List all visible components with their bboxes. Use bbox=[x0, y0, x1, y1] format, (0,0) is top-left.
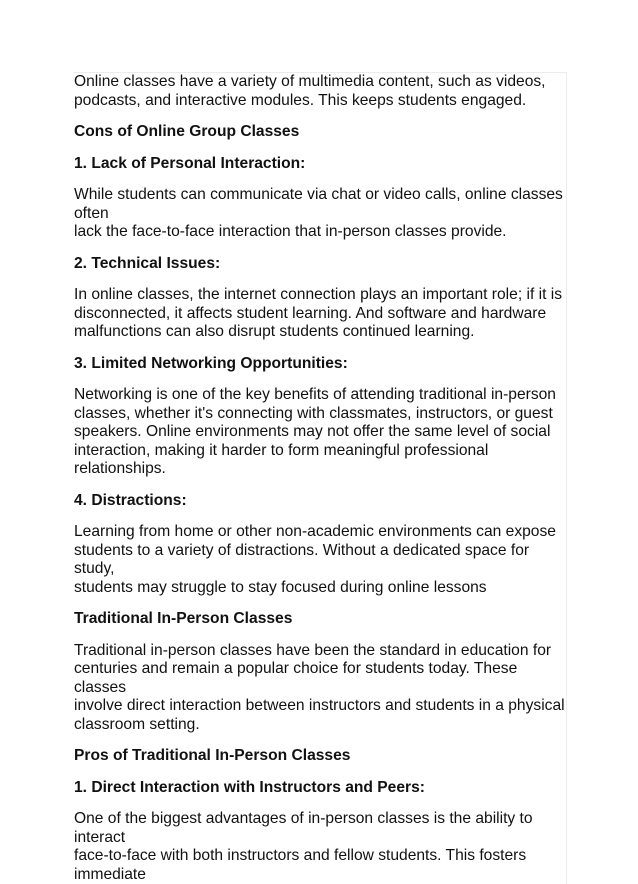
paragraph-technical-issues: In online classes, the internet connection plays an important role; if it is disconnected, it affects student learning. And software and hardware malfunctions can also disrupt students continued learning. bbox=[74, 286, 562, 340]
heading-traditional-classes: Traditional In-Person Classes bbox=[74, 610, 293, 627]
paragraph-multimedia: Online classes have a variety of multimedia content, such as videos, podcasts, and interactive modules. This keeps students engaged. bbox=[74, 73, 546, 109]
paragraph-networking: Networking is one of the key benefits of attending traditional in-person classes, whether it's connecting with classmates, instructors, or guest speakers. Online environments may not offer the same level of social interaction, making it harder to form meaningful professional relationships. bbox=[74, 386, 556, 477]
heading-technical-issues: 2. Technical Issues: bbox=[74, 254, 221, 272]
heading-direct-interaction: 1. Direct Interaction with Instructors and Peers: bbox=[74, 778, 425, 796]
document-body bbox=[74, 72, 567, 884]
paragraph-lack-interaction: While students can communicate via chat or video calls, online classes often lack the face-to-face interaction that in-person classes provide. bbox=[74, 186, 563, 240]
paragraph-traditional-classes: Traditional in-person classes have been the standard in education for centuries and remain a popular choice for students today. These classes involve direct interaction between instructors and students in a physical classroom setting. bbox=[74, 641, 565, 733]
heading-networking: 3. Limited Networking Opportunities: bbox=[74, 354, 348, 372]
heading-lack-interaction: 1. Lack of Personal Interaction: bbox=[74, 154, 306, 172]
heading-distractions: 4. Distractions: bbox=[74, 491, 187, 509]
heading-pros-traditional: Pros of Traditional In-Person Classes bbox=[74, 747, 351, 764]
paragraph-direct-interaction: One of the biggest advantages of in-person classes is the ability to interact face-to-face with both instructors and fellow students. This fosters immediate bbox=[74, 810, 533, 883]
heading-cons-online: Cons of Online Group Classes bbox=[74, 123, 300, 140]
paragraph-distractions: Learning from home or other non-academic environments can expose students to a variety of distractions. Without a dedicated space for study, students may struggle to stay focused during online lessons bbox=[74, 523, 556, 596]
